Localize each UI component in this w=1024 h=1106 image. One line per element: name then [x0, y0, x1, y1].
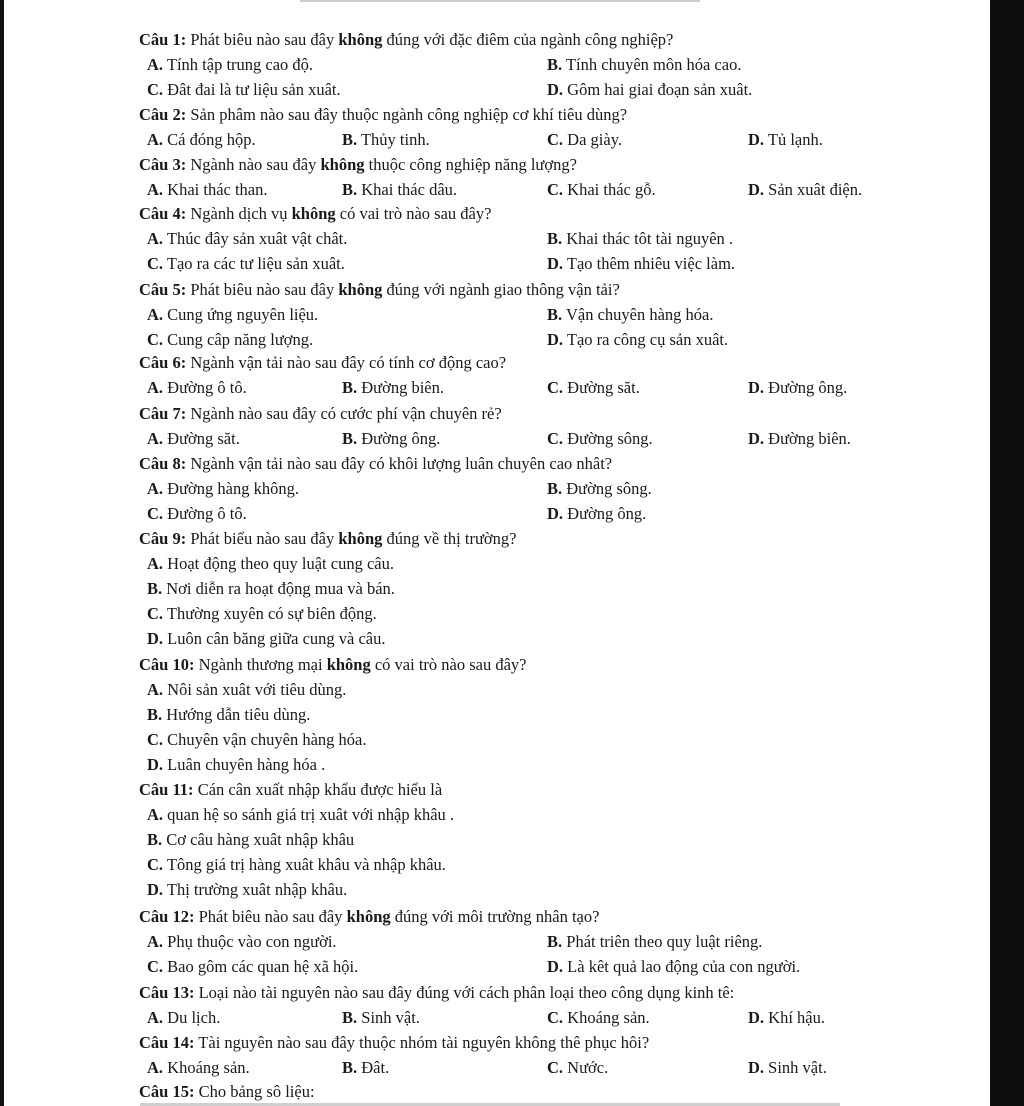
option-letter: D. — [748, 429, 765, 448]
answer-option — [147, 80, 341, 100]
answer-option — [147, 805, 454, 825]
option-letter: C. — [547, 1058, 564, 1077]
option-text: Sinh vật. — [764, 1058, 827, 1077]
question-label: Câu 2: — [139, 105, 187, 124]
option-letter: B. — [342, 378, 358, 397]
option-text: Cá đóng hộp. — [163, 130, 256, 149]
option-text: Phụ thuộc vào con người. — [163, 932, 337, 951]
answer-option — [147, 305, 318, 325]
question-emphasis: không — [338, 280, 383, 299]
option-letter: A. — [147, 130, 164, 149]
option-letter: D. — [748, 1058, 765, 1077]
answer-option — [547, 330, 728, 350]
question-stem — [139, 30, 673, 50]
question-emphasis: không — [338, 30, 383, 49]
option-text: Khai thác tôt tài nguyên . — [562, 229, 734, 248]
answer-option — [147, 479, 299, 499]
option-text: Đường sông. — [562, 479, 652, 498]
question-label: Câu 9: — [139, 529, 187, 548]
question-label: Câu 4: — [139, 204, 187, 223]
option-letter: C. — [147, 855, 164, 874]
answer-option — [748, 429, 851, 449]
option-letter: B. — [342, 1058, 358, 1077]
option-letter: A. — [147, 180, 164, 199]
option-letter: B. — [342, 1008, 358, 1027]
answer-option — [547, 504, 646, 524]
option-letter: D. — [547, 330, 564, 349]
answer-option — [547, 1058, 608, 1078]
answer-option — [147, 229, 347, 249]
question-label: Câu 1: — [139, 30, 187, 49]
answer-option — [147, 378, 247, 398]
question-stem — [139, 404, 502, 424]
question-text: Phát biêu nào sau đây — [186, 280, 339, 299]
answer-option — [147, 730, 367, 750]
option-text: Đât đai là tư liệu sản xuât. — [163, 80, 341, 99]
option-letter: D. — [748, 180, 765, 199]
question-text: Ngành dịch vụ — [186, 204, 292, 223]
option-text: Đường săt. — [163, 429, 240, 448]
question-label: Câu 12: — [139, 907, 195, 926]
answer-option — [748, 1008, 825, 1028]
question-text: Ngành thương mại — [194, 655, 327, 674]
option-text: Hoạt động theo quy luật cung câu. — [163, 554, 394, 573]
option-letter: C. — [547, 378, 564, 397]
question-emphasis: không — [291, 204, 336, 223]
answer-option — [147, 254, 345, 274]
option-text: Là kêt quả lao động của con người. — [563, 957, 801, 976]
answer-option — [147, 429, 240, 449]
answer-option — [748, 180, 862, 200]
option-text: Nước. — [563, 1058, 609, 1077]
option-text: Nôi sản xuât với tiêu dùng. — [163, 680, 347, 699]
question-text: Phát biêu nào sau đây — [194, 907, 347, 926]
option-text: Nơi diễn ra hoạt động mua và bán. — [162, 579, 395, 598]
answer-option — [147, 1008, 220, 1028]
option-letter: B. — [547, 479, 563, 498]
answer-option — [547, 932, 762, 952]
option-letter: A. — [147, 479, 164, 498]
option-letter: A. — [147, 932, 164, 951]
question-stem — [139, 454, 612, 474]
answer-option — [147, 880, 347, 900]
option-letter: C. — [147, 730, 164, 749]
option-letter: C. — [147, 604, 164, 623]
question-stem — [139, 105, 627, 125]
answer-option — [342, 429, 440, 449]
option-letter: D. — [547, 957, 564, 976]
option-text: Đường ông. — [357, 429, 441, 448]
question-stem — [139, 529, 516, 549]
answer-option — [147, 755, 325, 775]
option-letter: C. — [547, 429, 564, 448]
option-text: Cung câp năng lượng. — [163, 330, 314, 349]
answer-option — [342, 130, 430, 150]
answer-option — [547, 80, 752, 100]
question-emphasis: không — [346, 907, 391, 926]
answer-option — [547, 180, 656, 200]
question-text: Ngành nào sau đây có cước phí vận chuyên rẻ? — [186, 404, 502, 423]
answer-option — [147, 579, 395, 599]
answer-option — [147, 1058, 250, 1078]
answer-option — [547, 55, 741, 75]
question-label: Câu 7: — [139, 404, 187, 423]
option-text: Đường ô tô. — [163, 504, 247, 523]
answer-option — [342, 1008, 420, 1028]
question-text-end: thuộc công nghiệp năng lượng? — [364, 155, 577, 174]
question-text-end: đúng về thị trường? — [382, 529, 517, 548]
question-text-end: đúng với đặc điêm của ngành công nghiệp? — [382, 30, 674, 49]
option-text: Tính chuyên môn hóa cao. — [562, 55, 742, 74]
option-letter: A. — [147, 1008, 164, 1027]
option-text: Khai thác gỗ. — [563, 180, 656, 199]
option-text: Tông giá trị hàng xuât khâu và nhập khâu. — [163, 855, 446, 874]
question-stem — [139, 907, 599, 927]
answer-option — [547, 254, 735, 274]
option-letter: B. — [547, 932, 563, 951]
answer-option — [342, 1058, 389, 1078]
option-letter: C. — [147, 957, 164, 976]
question-emphasis: không — [338, 529, 383, 548]
option-text: Đường biên. — [764, 429, 851, 448]
question-stem — [139, 1082, 315, 1102]
question-text: Ngành nào sau đây — [186, 155, 321, 174]
option-text: Da giày. — [563, 130, 622, 149]
question-stem — [139, 280, 620, 300]
question-label: Câu 14: — [139, 1033, 195, 1052]
question-label: Câu 13: — [139, 983, 195, 1002]
answer-option — [147, 180, 268, 200]
answer-option — [547, 305, 714, 325]
answer-option — [547, 130, 622, 150]
answer-option — [748, 378, 847, 398]
option-text: Khoáng sản. — [563, 1008, 650, 1027]
question-text: Cán cân xuất nhập khẩu được hiểu là — [193, 780, 443, 799]
answer-option — [342, 180, 457, 200]
answer-option — [342, 378, 444, 398]
question-label: Câu 5: — [139, 280, 187, 299]
option-letter: B. — [147, 579, 163, 598]
option-text: Hướng dẫn tiêu dùng. — [162, 705, 311, 724]
option-text: quan hệ so sánh giá trị xuât với nhập khâu . — [163, 805, 455, 824]
option-text: Khí hậu. — [764, 1008, 825, 1027]
question-stem — [139, 655, 527, 675]
question-text: Tài nguyên nào sau đây thuộc nhóm tài nguyên không thê phục hôi? — [194, 1033, 650, 1052]
option-letter: D. — [748, 130, 765, 149]
answer-option — [147, 957, 358, 977]
option-letter: A. — [147, 229, 164, 248]
option-text: Bao gôm các quan hệ xã hội. — [163, 957, 359, 976]
option-text: Khai thác dâu. — [357, 180, 458, 199]
option-text: Đường ô tô. — [163, 378, 247, 397]
option-text: Khai thác than. — [163, 180, 268, 199]
option-text: Phát triên theo quy luật riêng. — [562, 932, 763, 951]
option-text: Đường săt. — [563, 378, 640, 397]
option-letter: C. — [147, 504, 164, 523]
option-letter: C. — [547, 1008, 564, 1027]
question-text: Ngành vận tải nào sau đây có tính cơ động cao? — [186, 353, 507, 372]
answer-option — [147, 554, 394, 574]
question-text: Sản phâm nào sau đây thuộc ngành công nghiệp cơ khí tiêu dùng? — [186, 105, 628, 124]
answer-option — [147, 55, 313, 75]
option-text: Gôm hai giai đoạn sản xuât. — [563, 80, 753, 99]
option-letter: A. — [147, 305, 164, 324]
option-letter: C. — [147, 80, 164, 99]
question-label: Câu 10: — [139, 655, 195, 674]
answer-option — [147, 604, 377, 624]
answer-option — [547, 229, 733, 249]
question-text-end: có vai trò nào sau đây? — [335, 204, 492, 223]
answer-option — [748, 1058, 827, 1078]
option-text: Luôn cân băng giữa cung và câu. — [163, 629, 386, 648]
answer-option — [147, 680, 346, 700]
question-stem — [139, 353, 506, 373]
question-text-end: đúng với ngành giao thông vận tải? — [382, 280, 620, 299]
question-label: Câu 6: — [139, 353, 187, 372]
option-letter: C. — [547, 130, 564, 149]
option-text: Thường xuyên có sự biên động. — [163, 604, 377, 623]
answer-option — [547, 429, 653, 449]
answer-option — [147, 504, 247, 524]
option-letter: B. — [342, 130, 358, 149]
option-text: Cung ứng nguyên liệu. — [163, 305, 319, 324]
question-stem — [139, 983, 734, 1003]
answer-option — [748, 130, 823, 150]
answer-option — [547, 378, 640, 398]
photo-edge-right — [990, 0, 1024, 1106]
question-text: Phát biểu nào sau đây — [186, 529, 339, 548]
option-letter: D. — [147, 880, 164, 899]
option-text: Tủ lạnh. — [764, 130, 823, 149]
answer-option — [147, 855, 446, 875]
option-text: Du lịch. — [163, 1008, 221, 1027]
option-letter: A. — [147, 378, 164, 397]
option-letter: B. — [147, 830, 163, 849]
option-letter: B. — [342, 180, 358, 199]
option-text: Đường ông. — [764, 378, 848, 397]
option-letter: C. — [147, 254, 164, 273]
question-label: Câu 15: — [139, 1082, 195, 1101]
option-letter: A. — [147, 680, 164, 699]
option-letter: A. — [147, 429, 164, 448]
question-text: Loại nào tài nguyên nào sau đây đúng với cách phân loại theo công dụng kinh tê: — [194, 983, 735, 1002]
question-text: Cho bảng sô liệu: — [194, 1082, 315, 1101]
question-emphasis: không — [326, 655, 371, 674]
question-text: Ngành vận tải nào sau đây có khôi lượng luân chuyên cao nhât? — [186, 454, 613, 473]
option-letter: B. — [147, 705, 163, 724]
question-stem — [139, 204, 491, 224]
option-letter: B. — [547, 229, 563, 248]
option-text: Tạo ra công cụ sản xuât. — [563, 330, 729, 349]
question-label: Câu 11: — [139, 780, 194, 799]
option-letter: B. — [547, 55, 563, 74]
question-text: Phát biêu nào sau đây — [186, 30, 339, 49]
option-letter: D. — [748, 378, 765, 397]
option-letter: A. — [147, 554, 164, 573]
question-text-end: có vai trò nào sau đây? — [370, 655, 527, 674]
option-text: Sản xuât điện. — [764, 180, 863, 199]
answer-option — [147, 330, 313, 350]
answer-option — [547, 479, 652, 499]
option-text: Tạo thêm nhiêu việc làm. — [563, 254, 736, 273]
question-stem — [139, 780, 442, 800]
option-text: Thị trường xuât nhập khâu. — [163, 880, 348, 899]
option-text: Tính tập trung cao độ. — [163, 55, 314, 74]
option-letter: D. — [547, 80, 564, 99]
question-text-end: đúng với môi trường nhân tạo? — [390, 907, 600, 926]
answer-option — [147, 705, 310, 725]
answer-option — [147, 932, 337, 952]
question-emphasis: không — [320, 155, 365, 174]
option-letter: D. — [547, 254, 564, 273]
option-text: Đường hàng không. — [163, 479, 299, 498]
answer-option — [547, 957, 800, 977]
question-label: Câu 3: — [139, 155, 187, 174]
option-text: Thủy tinh. — [357, 130, 430, 149]
answer-option — [147, 629, 386, 649]
option-letter: B. — [342, 429, 358, 448]
option-letter: D. — [748, 1008, 765, 1027]
option-letter: B. — [547, 305, 563, 324]
option-letter: D. — [547, 504, 564, 523]
option-letter: A. — [147, 1058, 164, 1077]
option-letter: A. — [147, 55, 164, 74]
option-text: Luân chuyên hàng hóa . — [163, 755, 326, 774]
option-text: Vận chuyên hàng hóa. — [562, 305, 714, 324]
option-text: Sinh vật. — [357, 1008, 420, 1027]
answer-option — [147, 830, 354, 850]
option-letter: C. — [147, 330, 164, 349]
option-text: Đât. — [357, 1058, 390, 1077]
question-stem — [139, 1033, 649, 1053]
option-text: Thúc đây sản xuât vật chât. — [163, 229, 348, 248]
question-stem — [139, 155, 577, 175]
option-letter: D. — [147, 629, 164, 648]
answer-option — [147, 130, 256, 150]
option-text: Cơ câu hàng xuât nhập khâu — [162, 830, 355, 849]
option-letter: A. — [147, 805, 164, 824]
answer-option — [547, 1008, 650, 1028]
option-text: Chuyên vận chuyên hàng hóa. — [163, 730, 367, 749]
question-label: Câu 8: — [139, 454, 187, 473]
option-text: Tạo ra các tư liệu sản xuât. — [163, 254, 345, 273]
option-letter: D. — [147, 755, 164, 774]
option-text: Đường biên. — [357, 378, 445, 397]
option-text: Khoáng sản. — [163, 1058, 250, 1077]
option-text: Đường sông. — [563, 429, 653, 448]
option-letter: C. — [547, 180, 564, 199]
option-text: Đường ông. — [563, 504, 647, 523]
